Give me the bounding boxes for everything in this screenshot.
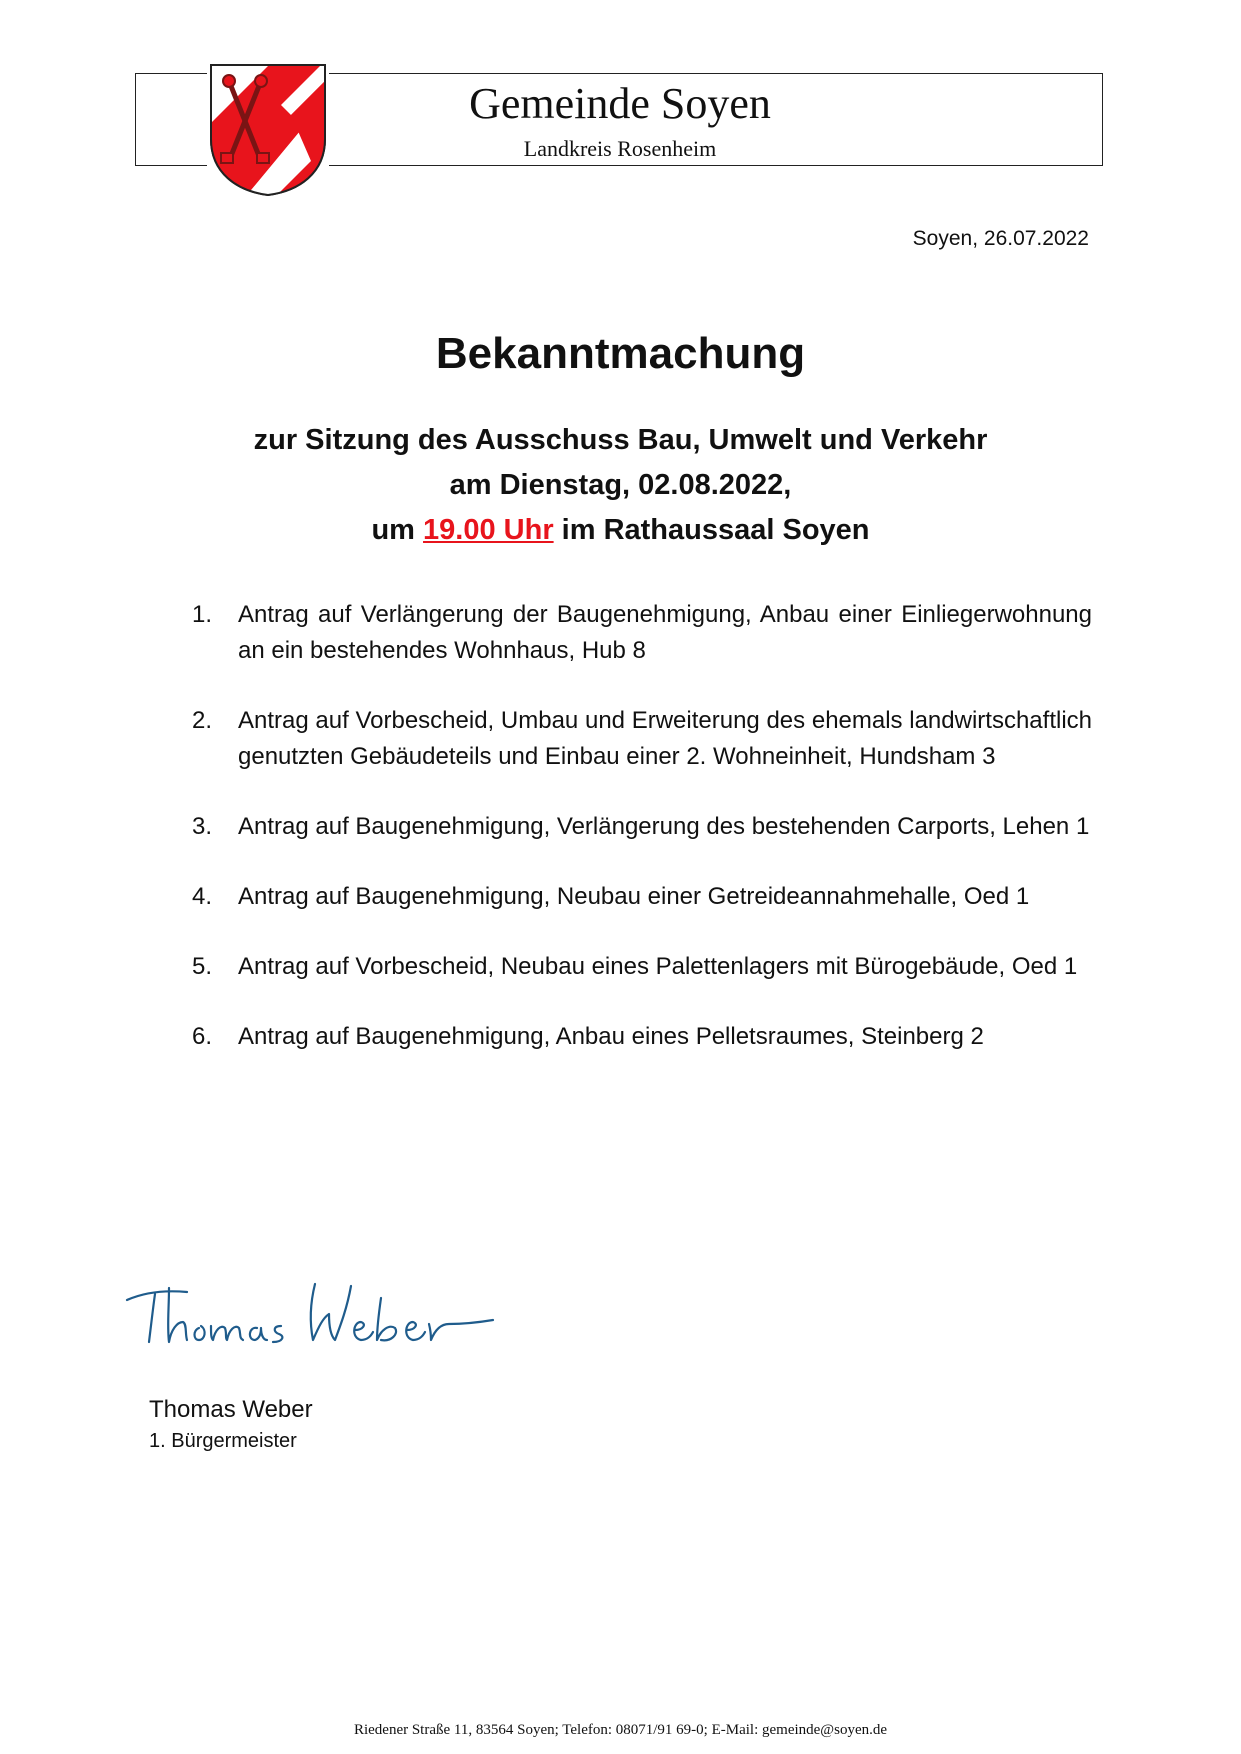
meeting-details xyxy=(0,418,1241,553)
organization-district: Landkreis Rosenheim xyxy=(523,136,717,161)
agenda-item-number: 6. xyxy=(192,1023,213,1050)
signer-name: Thomas Weber xyxy=(149,1396,313,1423)
footer-contact: Riedener Straße 11, 83564 Soyen; Telefon: 08071/91 69-0; E-Mail: gemeinde@soyen.de xyxy=(353,1722,888,1738)
agenda-item xyxy=(192,809,1092,845)
agenda-item-number: 5. xyxy=(192,953,213,980)
document-date: Soyen, 26.07.2022 xyxy=(912,227,1089,250)
agenda-item xyxy=(192,597,1092,669)
signer-role: 1. Bürgermeister xyxy=(149,1430,297,1452)
agenda-list xyxy=(192,597,1092,1089)
agenda-item xyxy=(192,879,1092,915)
agenda-item-number: 2. xyxy=(192,707,213,734)
agenda-item-text: Antrag auf Vorbescheid, Umbau und Erweiterung des ehemals landwirtschaftlich genutzten Gebäudeteils und Einbau einer 2. Wohneinheit, Hundsham 3 xyxy=(238,707,1092,770)
organization-name: Gemeinde Soyen xyxy=(469,79,771,128)
agenda-item-text: Antrag auf Verlängerung der Baugenehmigung, Anbau einer Einliegerwohnung an ein bestehendes Wohnhaus, Hub 8 xyxy=(238,601,1092,664)
meeting-time-prefix: um xyxy=(371,514,424,546)
agenda-item xyxy=(192,949,1092,985)
agenda-item-text: Antrag auf Vorbescheid, Neubau eines Palettenlagers mit Bürogebäude, Oed 1 xyxy=(238,953,1078,980)
agenda-item-number: 1. xyxy=(192,601,213,628)
agenda-item-text: Antrag auf Baugenehmigung, Anbau eines Pelletsraumes, Steinberg 2 xyxy=(238,1023,984,1050)
agenda-item-text: Antrag auf Baugenehmigung, Verlängerung des bestehenden Carports, Lehen 1 xyxy=(238,813,1090,840)
agenda-item xyxy=(192,703,1092,775)
handwritten-signature xyxy=(125,1278,495,1358)
meeting-time-location xyxy=(0,508,1241,553)
meeting-committee: zur Sitzung des Ausschuss Bau, Umwelt und Verkehr xyxy=(253,424,988,456)
agenda-item-number: 3. xyxy=(192,813,213,840)
coat-of-arms-icon xyxy=(207,61,329,197)
agenda-item-text: Antrag auf Baugenehmigung, Neubau einer Getreideannahmehalle, Oed 1 xyxy=(238,883,1030,910)
meeting-location: im Rathaussaal Soyen xyxy=(553,514,870,546)
meeting-time: 19.00 Uhr xyxy=(423,514,554,546)
agenda-item-number: 4. xyxy=(192,883,213,910)
page-title: Bekanntmachung xyxy=(435,329,806,378)
agenda-item xyxy=(192,1019,1092,1055)
meeting-date: am Dienstag, 02.08.2022, xyxy=(449,469,792,501)
